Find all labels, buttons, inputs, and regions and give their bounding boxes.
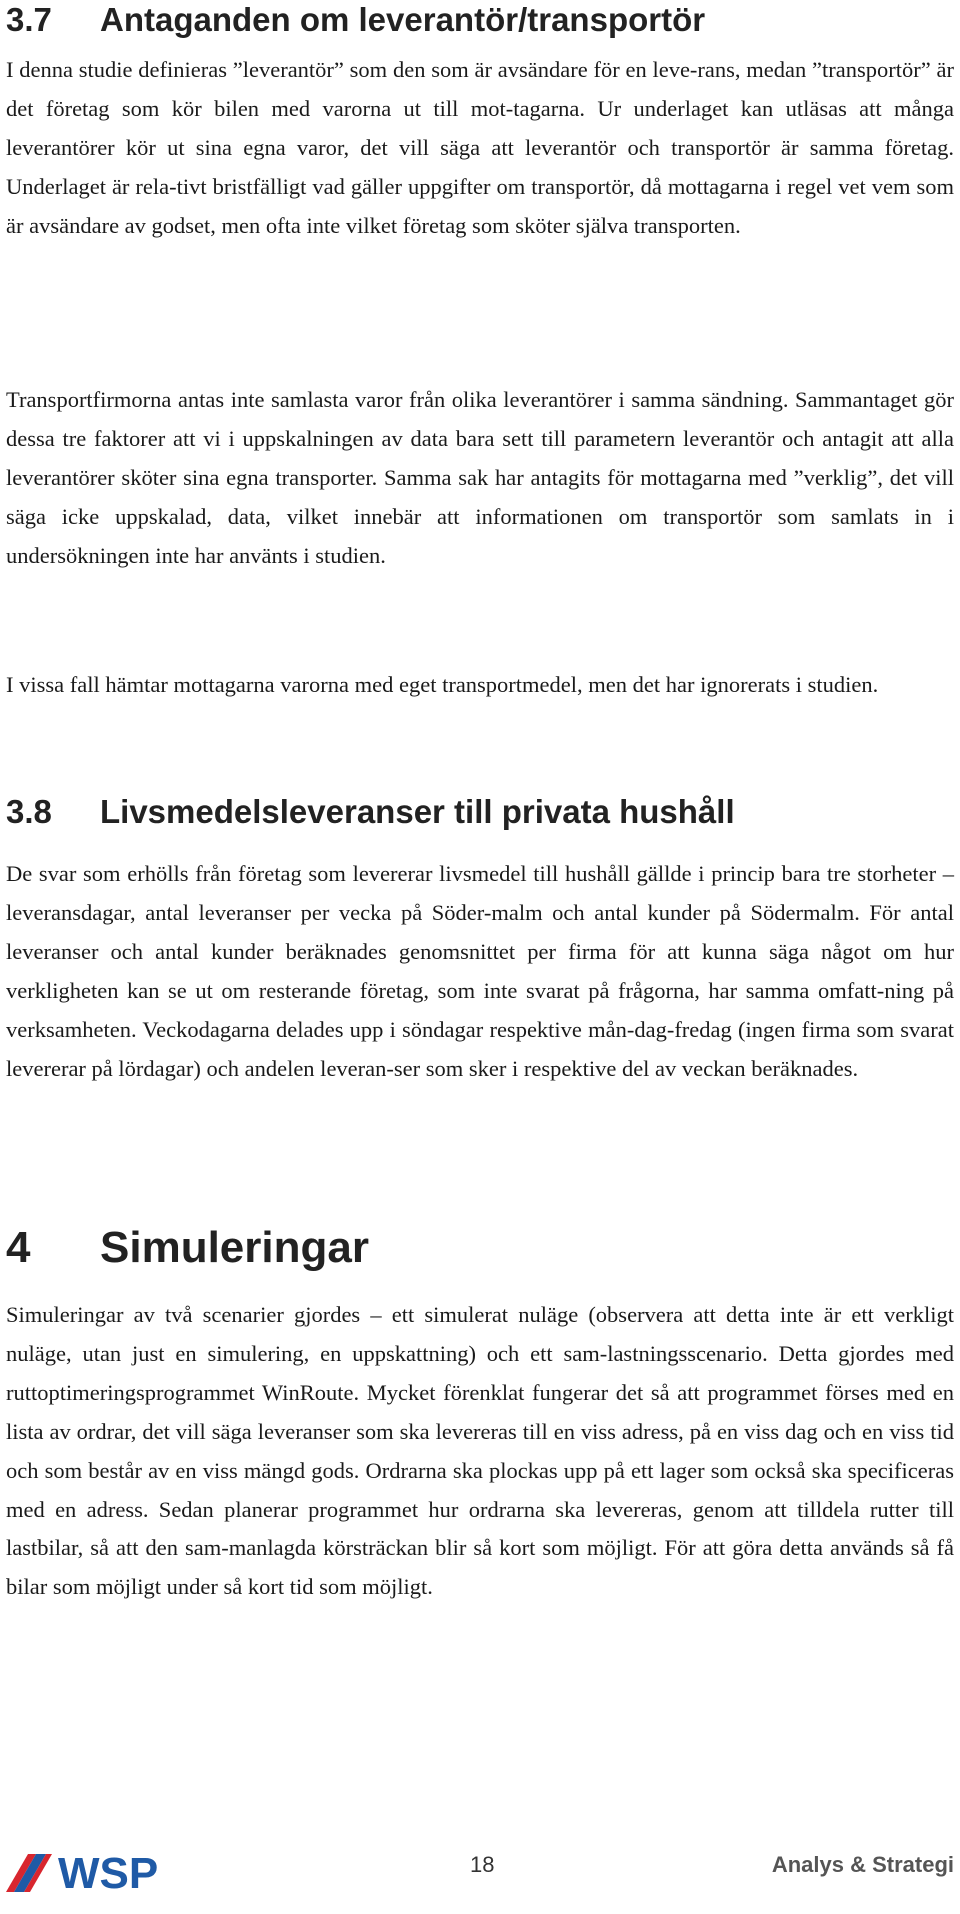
- wsp-logo: [6, 1846, 196, 1894]
- paragraph: I vissa fall hämtar mottagarna varorna med eget transportmedel, men det har ignorerats i studien.: [6, 672, 879, 697]
- section-heading-3-8: [6, 792, 735, 832]
- footer-title: Analys & Strategi: [771, 1852, 954, 1877]
- section-title: Livsmedelsleveranser till privata hushåll: [100, 793, 735, 830]
- chapter-title: Simuleringar: [100, 1223, 369, 1272]
- page-footer: [0, 1846, 960, 1896]
- page-number: 18: [470, 1852, 495, 1877]
- paragraph: De svar som erhölls från företag som levererar livsmedel till hushåll gällde i princip bara tre storheter – leveransdagar, antal leveranser per vecka på Söder-malm och antal kunder på Södermalm. För antal leveranser och antal kunder beräknades genomsnittet per firma för att kunna säga något om hur verkligheten kan se ut om resterande företag, som inte svarat på frågorna, har samma omfatt-ning på verksamheten. Veckodagarna delades upp i söndagar respektive mån-dag-fredag (ingen firma som svarat levererar på lördagar) och andelen leveran-ser som sker i respektive del av veckan beräknades.: [6, 861, 954, 1081]
- paragraph: I denna studie definieras ”leverantör” som den som är avsändare för en leve-rans, medan ”transportör” är det företag som kör bilen med varorna ut till mot-tagarna. Ur underlaget kan utläsas att många leverantörer kör ut sina egna varor, det vill säga att leverantör och transportör är samma företag. Underlaget är rela-tivt bristfälligt vad gäller uppgifter om transportör, då mottagarna i regel vet vem som är avsändare av godset, men ofta inte vilket företag som sköter själva transporten.: [6, 57, 954, 238]
- section-number: 3.7: [6, 1, 52, 38]
- chapter-heading-4: [6, 1222, 369, 1274]
- chapter-number: 4: [6, 1223, 31, 1272]
- logo-text: WSP: [58, 1849, 159, 1894]
- section-heading-3-7: [6, 0, 705, 40]
- paragraph: Transportfirmorna antas inte samlasta varor från olika leverantörer i samma sändning. Sammantaget gör dessa tre faktorer att vi i uppskalningen av data bara sett till parametern leverantör och antagit att alla leverantörer sköter sina egna transporter. Samma sak har antagits för mottagarna med ”verklig”, det vill säga icke uppskalad, data, vilket innebär att informationen om transportör som samlats in i undersökningen inte har använts i studien.: [6, 387, 954, 568]
- section-number: 3.8: [6, 793, 52, 830]
- paragraph: Simuleringar av två scenarier gjordes – ett simulerat nuläge (observera att detta inte är ett verkligt nuläge, utan just en simulering, en uppskattning) och ett sam-lastningsscenario. Detta gjordes med ruttoptimeringsprogrammet WinRoute. Mycket förenklat fungerar det så att programmet förses med en lista av ordrar, det vill säga leveranser som ska levereras till en viss adress, på en viss dag och en viss tid och som består av en viss mängd gods. Ordrarna ska plockas upp på ett lager som också ska specificeras med en adress. Sedan planerar programmet hur ordrarna ska levereras, genom att tilldela rutter till lastbilar, så att den sam-manlagda körsträckan blir så kort som möjligt. För att göra detta används så få bilar som möjligt under så kort tid som möjligt.: [6, 1302, 954, 1600]
- section-title: Antaganden om leverantör/transportör: [100, 1, 706, 38]
